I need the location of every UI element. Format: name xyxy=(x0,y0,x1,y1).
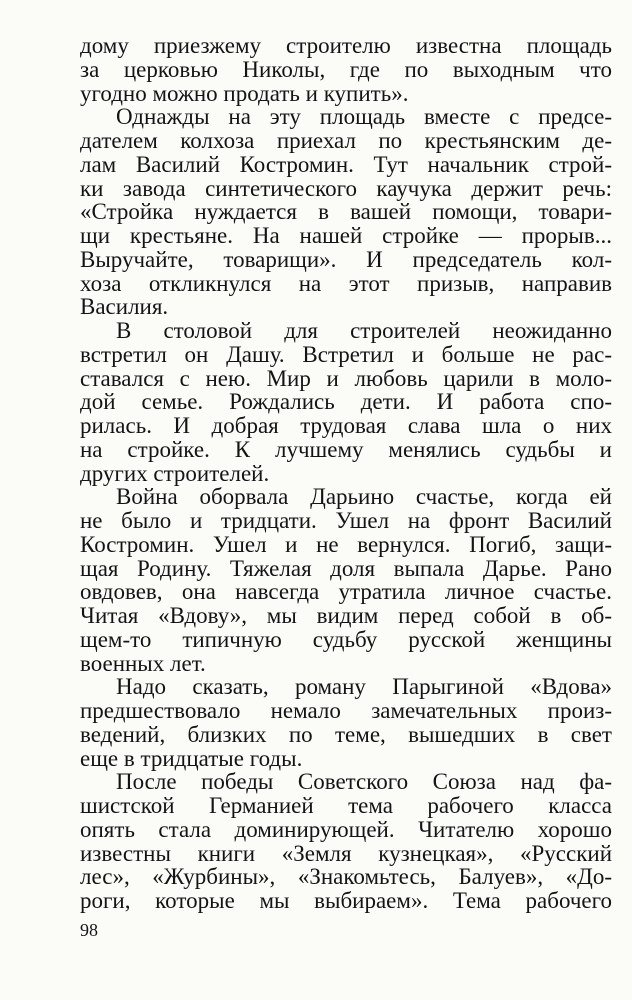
text-line: встретил он Дашу. Встретил и больше не рас- xyxy=(80,341,612,367)
text-line: за церковью Николы, где по выходным что xyxy=(80,56,612,82)
text-line: роги, которые мы выбираем». Тема рабочего xyxy=(80,888,612,913)
text-line: известны книги «Земля кузнецкая», «Русский xyxy=(80,840,612,866)
paragraph-first-line: В столовой для строителей неожиданно xyxy=(116,318,612,343)
text-line: Костромин. Ушел и не вернулся. Погиб, защи- xyxy=(80,531,612,557)
text-line: «Стройка нуждается в вашей помощи, товари- xyxy=(80,199,612,225)
text-line: лес», «Журбины», «Знакомьтесь, Балуев», «До- xyxy=(80,864,612,890)
text-line: Читая «Вдову», мы видим перед собой в об- xyxy=(80,603,612,628)
paragraph-first-line: После победы Советского Союза над фа- xyxy=(116,769,612,795)
text-line: дому приезжему строителю известна площадь xyxy=(80,33,612,58)
text-line: Выручайте, товарищи». И председатель кол- xyxy=(80,246,612,272)
text-line: ставался с нею. Мир и любовь царили в моло- xyxy=(80,365,612,391)
text-line: дателем колхоза приехал по крестьянским де- xyxy=(80,128,612,153)
paragraph-first-line: Однажды на эту площадь вместе с предсе- xyxy=(116,104,612,130)
text-line: лам Василий Костромин. Тут начальник строй- xyxy=(80,151,612,177)
text-line: предшествовало немало замечательных произ- xyxy=(80,698,612,723)
text-line: военных лет. xyxy=(80,650,206,676)
text-line: щи крестьяне. На нашей стройке — прорыв... xyxy=(80,223,612,248)
text-line: щем-то типичную судьбу русской женщины xyxy=(80,626,612,652)
body-text xyxy=(80,34,612,913)
text-line: на стройке. К лучшему менялись судьбы и xyxy=(80,436,612,462)
text-line: щая Родину. Тяжелая доля выпала Дарье. Рано xyxy=(80,555,612,581)
text-line: шистской Германией тема рабочего класса xyxy=(80,793,612,818)
text-line: еще в тридцатые годы. xyxy=(80,745,303,771)
text-line: овдовев, она навсегда утратила личное счастье. xyxy=(80,579,612,605)
text-line: других строителей. xyxy=(80,460,270,486)
text-line: не было и тридцати. Ушел на фронт Василий xyxy=(80,508,612,533)
text-line: дой семье. Рождались дети. И работа спо- xyxy=(80,389,612,415)
text-line: Василия. xyxy=(80,294,169,320)
text-line: рилась. И добрая трудовая слава шла о них xyxy=(80,413,612,438)
text-line: хоза откликнулся на этот призыв, направив xyxy=(80,270,612,296)
text-line: опять стала доминирующей. Читателю хорошо xyxy=(80,816,612,842)
paragraph-first-line: Надо сказать, роману Парыгиной «Вдова» xyxy=(116,674,612,700)
text-line: угодно можно продать и купить». xyxy=(80,80,409,106)
page-number: 98 xyxy=(80,920,98,940)
text-line: ведений, близких по теме, вышедших в свет xyxy=(80,721,612,747)
paragraph-first-line: Война оборвала Дарьино счастье, когда ей xyxy=(116,484,612,510)
text-line: ки завода синтетического каучука держит речь: xyxy=(80,175,612,201)
